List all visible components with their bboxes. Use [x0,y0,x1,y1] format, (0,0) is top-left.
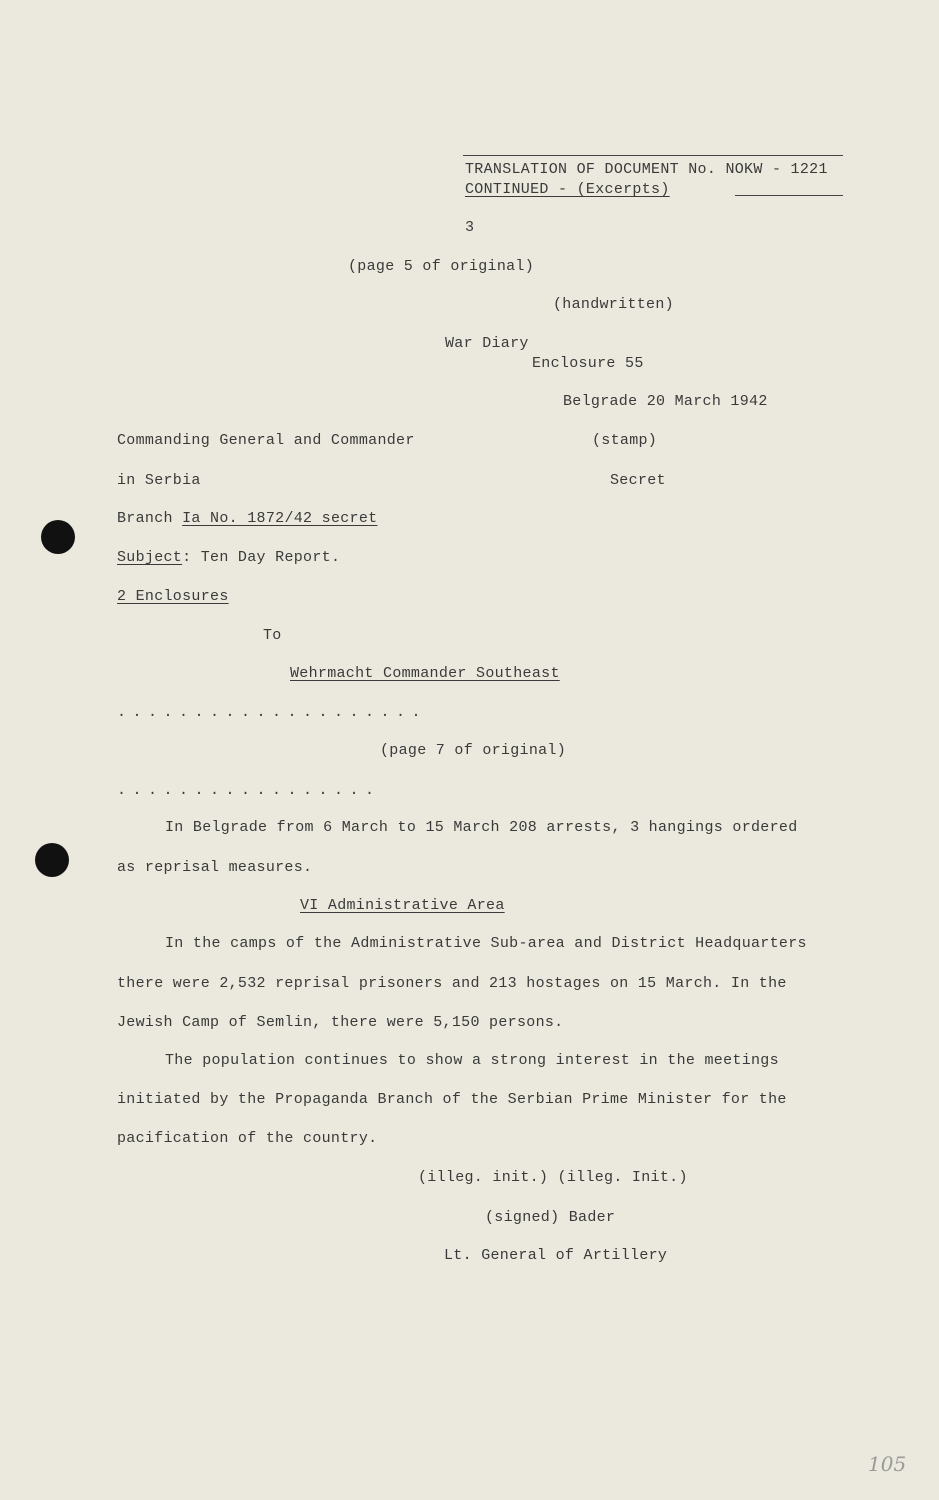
handwritten-note: (handwritten) [553,296,674,313]
punch-hole-top [41,520,75,554]
header-right-underline [735,195,843,196]
header-translation-line: TRANSLATION OF DOCUMENT No. NOKW - 1221 [465,161,828,178]
subject-line: Subject: Ten Day Report. [117,549,341,566]
body-paragraph-2-line-3: Jewish Camp of Semlin, there were 5,150 persons. [117,1014,564,1031]
enclosure-label: Enclosure 55 [532,355,644,372]
sender-line-2: in Serbia [117,472,201,489]
omission-dots-1: .................... [117,704,428,721]
sender-line-1: Commanding General and Commander [117,432,415,449]
classification-secret: Secret [610,472,666,489]
page-ref-original-7: (page 7 of original) [380,742,567,759]
header-continued-line: CONTINUED - (Excerpts) [465,181,670,198]
header-top-rule [463,155,843,156]
body-paragraph-1-line-2: as reprisal measures. [117,859,313,876]
section-heading: VI Administrative Area [300,897,505,914]
header-page-number: 3 [465,219,475,236]
recipient-name: Wehrmacht Commander Southeast [290,665,560,682]
initials-line: (illeg. init.) (illeg. Init.) [418,1169,688,1186]
stamp-label: (stamp) [592,432,658,449]
body-paragraph-2-line-2: there were 2,532 reprisal prisoners and 213 hostages on 15 March. In the [117,975,787,992]
war-diary-label: War Diary [445,335,529,352]
punch-hole-bottom [35,843,69,877]
signed-line: (signed) Bader [485,1209,616,1226]
omission-dots-2: ................. [117,782,381,799]
body-paragraph-1-line-1: In Belgrade from 6 March to 15 March 208 arrests, 3 hangings ordered [165,819,798,836]
body-paragraph-2-line-1: In the camps of the Administrative Sub-area and District Headquarters [165,935,807,952]
body-paragraph-3-line-3: pacification of the country. [117,1130,378,1147]
body-paragraph-3-line-1: The population continues to show a strong interest in the meetings [165,1052,779,1069]
recipient-to-label: To [263,627,282,644]
branch-reference: Branch Ia No. 1872/42 secret [117,510,378,527]
page-ref-original-5: (page 5 of original) [348,258,535,275]
enclosures-count: 2 Enclosures [117,588,229,605]
place-date: Belgrade 20 March 1942 [563,393,768,410]
body-paragraph-3-line-2: initiated by the Propaganda Branch of the Serbian Prime Minister for the [117,1091,787,1108]
archive-page-number: 105 [868,1452,907,1476]
signatory-rank: Lt. General of Artillery [444,1247,668,1264]
